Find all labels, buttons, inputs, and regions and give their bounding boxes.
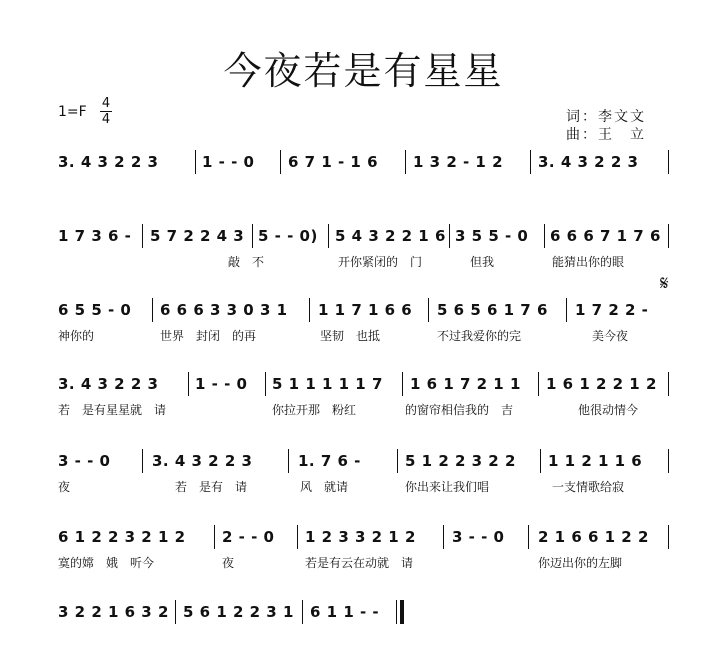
score-line-3 [0,300,727,343]
measure: 5 6 1 2 2 3 1 [183,603,294,621]
barline [405,150,406,174]
barline [668,224,669,248]
lyric: 敲 不 [228,255,265,269]
measure: 6 5 5 - 0 [58,301,132,319]
measure: 6 1 2 2 3 2 1 2 [58,528,186,546]
lyric: 寞的嫦 娥 听今 [58,556,155,570]
measure: 1 7 2 2 - [575,301,649,319]
song-title: 今夜若是有星星 [223,49,504,93]
score-line-2 [0,226,727,269]
measure: 3 - - 0 [452,528,505,546]
lyric: 不过我爱你的完 [437,329,522,343]
measure: 1 1 7 1 6 6 [318,301,413,319]
lyric: 一支情歌给寂 [552,480,625,494]
barline [280,150,281,174]
measure: 1 6 1 2 2 1 2 [546,375,657,393]
barline [668,525,669,549]
measure: 3. 4 3 2 2 3 [152,452,253,470]
barline [297,525,298,549]
barline [668,150,669,174]
lyric: 你拉开那 粉红 [272,403,357,417]
measure: 5 - - 0) [258,227,318,245]
composer-credit: 曲：王 立 [566,127,646,143]
measure: 1. 7 6 - [298,452,361,470]
measure: 3 5 5 - 0 [455,227,529,245]
final-barline-thin [396,600,397,624]
barline [288,449,289,473]
barline [214,525,215,549]
barline [252,224,253,248]
lyric: 若 是有星星就 请 [58,403,167,417]
time-signature-bottom: 4 [101,112,111,127]
barline [668,372,669,396]
measure: 1 3 2 - 1 2 [413,153,504,171]
barline [302,600,303,624]
measure: 5 1 1 1 1 1 7 [272,375,383,393]
measure: 1 - - 0 [202,153,255,171]
barline [142,449,143,473]
time-signature-top: 4 [101,96,111,111]
barline [528,525,529,549]
measure: 2 - - 0 [222,528,275,546]
lyric: 的窗帘相信我的 吉 [405,403,514,417]
measure: 1 7 3 6 - [58,227,132,245]
measure: 3 - - 0 [58,452,111,470]
segno-icon: 𝄋 [660,271,669,295]
measure: 5 7 2 2 4 3 [150,227,245,245]
score-line-1 [0,152,727,180]
barline [175,600,176,624]
barline [309,298,310,322]
measure: 5 1 2 2 3 2 2 [405,452,516,470]
lyric: 夜 [222,556,235,570]
lyric: 你迈出你的左脚 [538,556,623,570]
barline [142,224,143,248]
measure: 3. 4 3 2 2 3 [58,375,159,393]
lyricist-credit: 词：李文文 [566,109,646,125]
lyric: 世界 封闭 的再 [160,329,257,343]
final-barline-thick [400,600,404,624]
barline [195,150,196,174]
barline [328,224,329,248]
measure: 1 - - 0 [195,375,248,393]
measure: 3 2 2 1 6 3 2 [58,603,169,621]
measure: 1 2 3 3 2 1 2 [305,528,416,546]
lyric: 开你紧闭的 门 [338,255,423,269]
measure: 3. 4 3 2 2 3 [538,153,639,171]
barline [544,224,545,248]
barline [188,372,189,396]
measure: 5 4 3 2 2 1 6 [335,227,446,245]
barline [397,449,398,473]
barline [449,224,450,248]
measure: 6 7 1 - 1 6 [288,153,379,171]
lyric: 若 是有 请 [175,480,248,494]
lyric: 若是有云在动就 请 [305,556,414,570]
key-signature: 1=F [58,104,87,120]
score-line-5 [0,451,727,494]
lyric: 你出来让我们唱 [405,480,490,494]
barline [530,150,531,174]
measure: 2 1 6 6 1 2 2 [538,528,649,546]
barline [402,372,403,396]
score-line-4 [0,374,727,417]
lyric: 他很动情今 [578,403,639,417]
measure: 1 1 2 1 1 6 [548,452,643,470]
lyric: 但我 [470,255,495,269]
score-line-6 [0,527,727,570]
measure: 6 6 6 3 3 0 3 1 [160,301,288,319]
barline [540,449,541,473]
lyric: 夜 [58,480,71,494]
lyric: 美今夜 [592,329,629,343]
lyric: 坚韧 也抵 [320,329,381,343]
measure: 1 6 1 7 2 1 1 [410,375,521,393]
measure: 6 6 6 7 1 7 6 [550,227,661,245]
barline [428,298,429,322]
lyric: 风 就请 [300,480,349,494]
lyric: 能猜出你的眼 [552,255,625,269]
score-line-7 [0,602,727,630]
barline [566,298,567,322]
barline [152,298,153,322]
barline [538,372,539,396]
barline [265,372,266,396]
barline [668,449,669,473]
time-signature [100,97,112,126]
barline [443,525,444,549]
measure: 5 6 5 6 1 7 6 [437,301,548,319]
measure: 6 1 1 - - [310,603,380,621]
lyric: 神你的 [58,329,95,343]
measure: 3. 4 3 2 2 3 [58,153,159,171]
